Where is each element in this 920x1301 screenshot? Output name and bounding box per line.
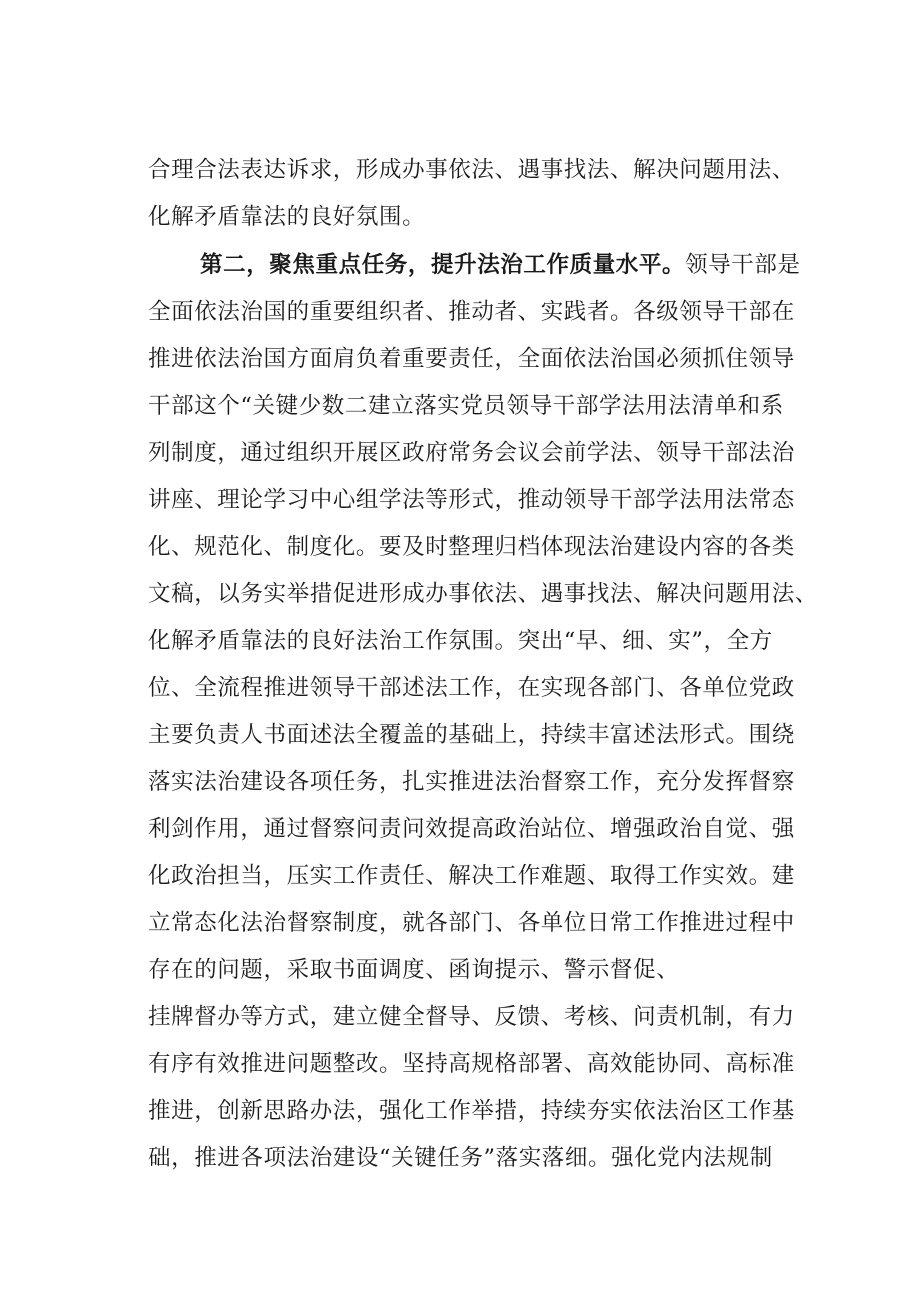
text-line-4: 全面依法治国的重要组织者、推动者、实践者。各级领导干部在: [148, 299, 795, 325]
text-line-16: 化政治担当，压实工作责任、解决工作难题、取得工作实效。建: [148, 863, 795, 889]
text-line-15: 利剑作用，通过督察问责问效提高政治站位、增强政治自觉、强: [148, 816, 795, 842]
text-line-20: 有序有效推进问题整改。坚持高规格部署、高效能协同、高标准: [148, 1051, 795, 1077]
paragraph-2-heading: 第二，聚焦重点任务，提升法治工作质量水平。: [200, 252, 686, 278]
text-line-13: 主要负责人书面述法全覆盖的基础上，持续丰富述法形式。围绕: [148, 722, 795, 748]
text-line-14: 落实法治建设各项任务，扎实推进法治督察工作，充分发挥督察: [148, 769, 795, 795]
text-line-19: 挂牌督办等方式，建立健全督导、反馈、考核、问责机制，有力: [148, 1004, 795, 1030]
text-line-1: 合理合法表达诉求，形成办事依法、遇事找法、解决问题用法、: [148, 157, 795, 183]
text-line-17: 立常态化法治督察制度，就各部门、各单位日常工作推进过程中: [148, 910, 795, 936]
text-line-10: 文稿，以务实举措促进形成办事依法、遇事找法、解决问题用法、: [148, 581, 818, 607]
text-line-12: 位、全流程推进领导干部述法工作，在实现各部门、各单位党政: [148, 675, 795, 701]
paragraph-2-first-line: [200, 250, 801, 280]
text-line-7: 列制度，通过组织开展区政府常务会议会前学法、领导干部法治: [148, 440, 795, 466]
text-line-5: 推进依法治国方面肩负着重要责任，全面依法治国必须抓住领导: [148, 346, 795, 372]
text-line-22: 础，推进各项法治建设“关键任务”落实落细。强化党内法规制: [148, 1145, 773, 1171]
text-line-2: 化解矛盾靠法的良好氛围。: [148, 204, 426, 230]
text-line-6: 干部这个“关键少数二建立落实党员领导干部学法用法清单和系: [148, 393, 784, 419]
text-line-18: 存在的问题，采取书面调度、函询提示、警示督促、: [148, 957, 680, 983]
paragraph-2-lead: 领导干部是: [685, 252, 801, 278]
text-line-21: 推进，创新思路办法，强化工作举措，持续夯实依法治区工作基: [148, 1098, 795, 1124]
text-line-11: 化解矛盾靠法的良好法治工作氛围。突出“早、细、实”，全方: [148, 628, 773, 654]
text-line-9: 化、规范化、制度化。要及时整理归档体现法治建设内容的各类: [148, 534, 795, 560]
text-line-8: 讲座、理论学习中心组学法等形式，推动领导干部学法用法常态: [148, 487, 795, 513]
